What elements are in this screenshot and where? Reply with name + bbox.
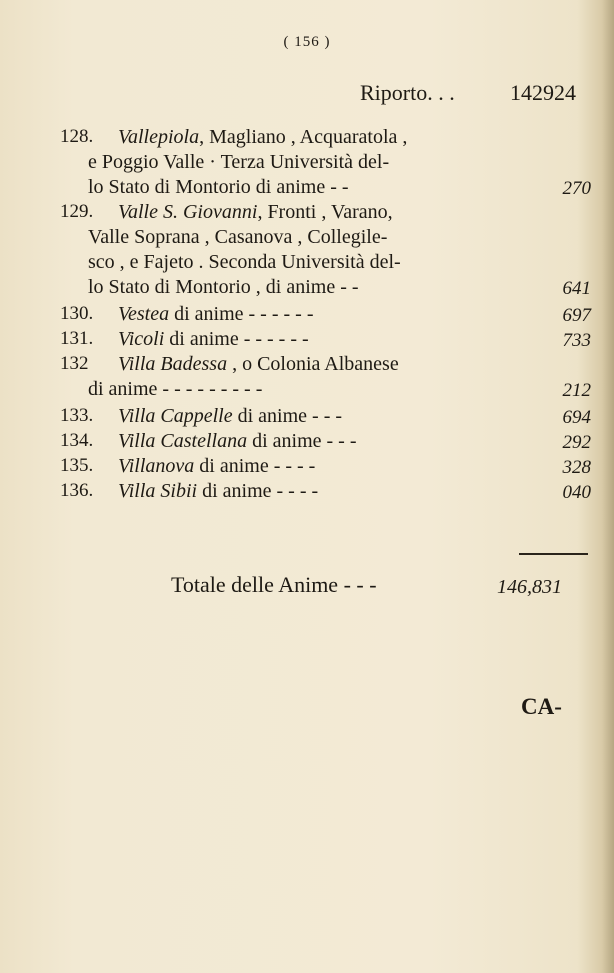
riporto-value: 142924	[510, 80, 576, 105]
entry-text: Valle Soprana , Casanova , Collegile-	[88, 226, 388, 248]
entry-text: di anime - - -	[232, 405, 343, 427]
entry-text-line	[118, 200, 393, 224]
place-name: Villa Badessa	[118, 353, 228, 375]
entry-number: 135.	[60, 455, 94, 476]
anime-count: 694	[562, 407, 591, 428]
entry-number: 134.	[60, 430, 94, 451]
place-name: Valle S. Giovanni	[118, 201, 258, 223]
catchword: CA-	[521, 694, 562, 719]
place-name: Villa Castellana	[118, 430, 248, 452]
totale-value: 146,831	[497, 576, 562, 598]
entry-text: di anime - - - -	[197, 480, 319, 502]
entry-text-line	[118, 352, 399, 376]
place-name: Vestea	[118, 303, 170, 325]
anime-count: 040	[562, 482, 591, 503]
entry-text: , Fronti , Varano,	[257, 201, 393, 223]
entry-text: , o Colonia Albanese	[227, 353, 399, 375]
entry-number: 132	[60, 353, 89, 374]
entry-text-line	[118, 404, 342, 428]
place-name: Villanova	[118, 455, 195, 477]
entry-text: lo Stato di Montorio di anime - -	[88, 176, 349, 198]
entry-text-line	[88, 250, 401, 274]
entry-text: di anime - - - - - - - - -	[88, 378, 263, 400]
entry-number: 131.	[60, 328, 94, 349]
entry-text: di anime - - - - - -	[169, 303, 314, 325]
entry-text-line	[118, 429, 356, 453]
entry-number: 128.	[60, 126, 94, 147]
page-number: ( 156 )	[283, 34, 331, 50]
anime-count: 697	[562, 305, 591, 326]
place-name: Vallepiola	[118, 126, 200, 148]
entry-text-line	[118, 479, 318, 503]
entry-text-line	[88, 225, 387, 249]
place-name: Villa Sibii	[118, 480, 198, 502]
entry-number: 136.	[60, 480, 94, 501]
anime-count: 328	[562, 457, 591, 478]
entry-text-line	[118, 327, 309, 351]
sum-rule	[519, 553, 588, 555]
entry-text-line	[88, 275, 359, 299]
riporto-label: Riporto. . .	[360, 80, 455, 105]
anime-count: 292	[562, 432, 591, 453]
anime-count: 641	[562, 278, 591, 299]
entry-text-line	[88, 150, 389, 174]
entry-number: 129.	[60, 201, 94, 222]
entry-text: sco , e Fajeto . Seconda Università del-	[88, 251, 401, 273]
entry-text-line	[118, 454, 315, 478]
entry-text: di anime - - - -	[194, 455, 316, 477]
place-name: Villa Cappelle	[118, 405, 233, 427]
entry-text: di anime - - -	[247, 430, 357, 452]
entry-number: 133.	[60, 405, 94, 426]
entry-text: , Magliano , Acquaratola ,	[199, 126, 408, 148]
entry-text-line	[118, 125, 407, 149]
anime-count: 270	[562, 178, 591, 199]
anime-count: 733	[562, 330, 591, 351]
entry-number: 130.	[60, 303, 94, 324]
entry-text: e Poggio Valle · Terza Università del-	[88, 151, 390, 173]
totale-label: Totale delle Anime - - -	[171, 572, 377, 597]
place-name: Vicoli	[118, 328, 165, 350]
anime-count: 212	[562, 380, 591, 401]
entry-text-line	[88, 175, 349, 199]
entry-text-line	[88, 377, 262, 401]
riporto-line	[360, 80, 600, 106]
entry-text-line	[118, 302, 313, 326]
entry-text: di anime - - - - - -	[164, 328, 309, 350]
entry-text: lo Stato di Montorio , di anime - -	[88, 276, 359, 298]
